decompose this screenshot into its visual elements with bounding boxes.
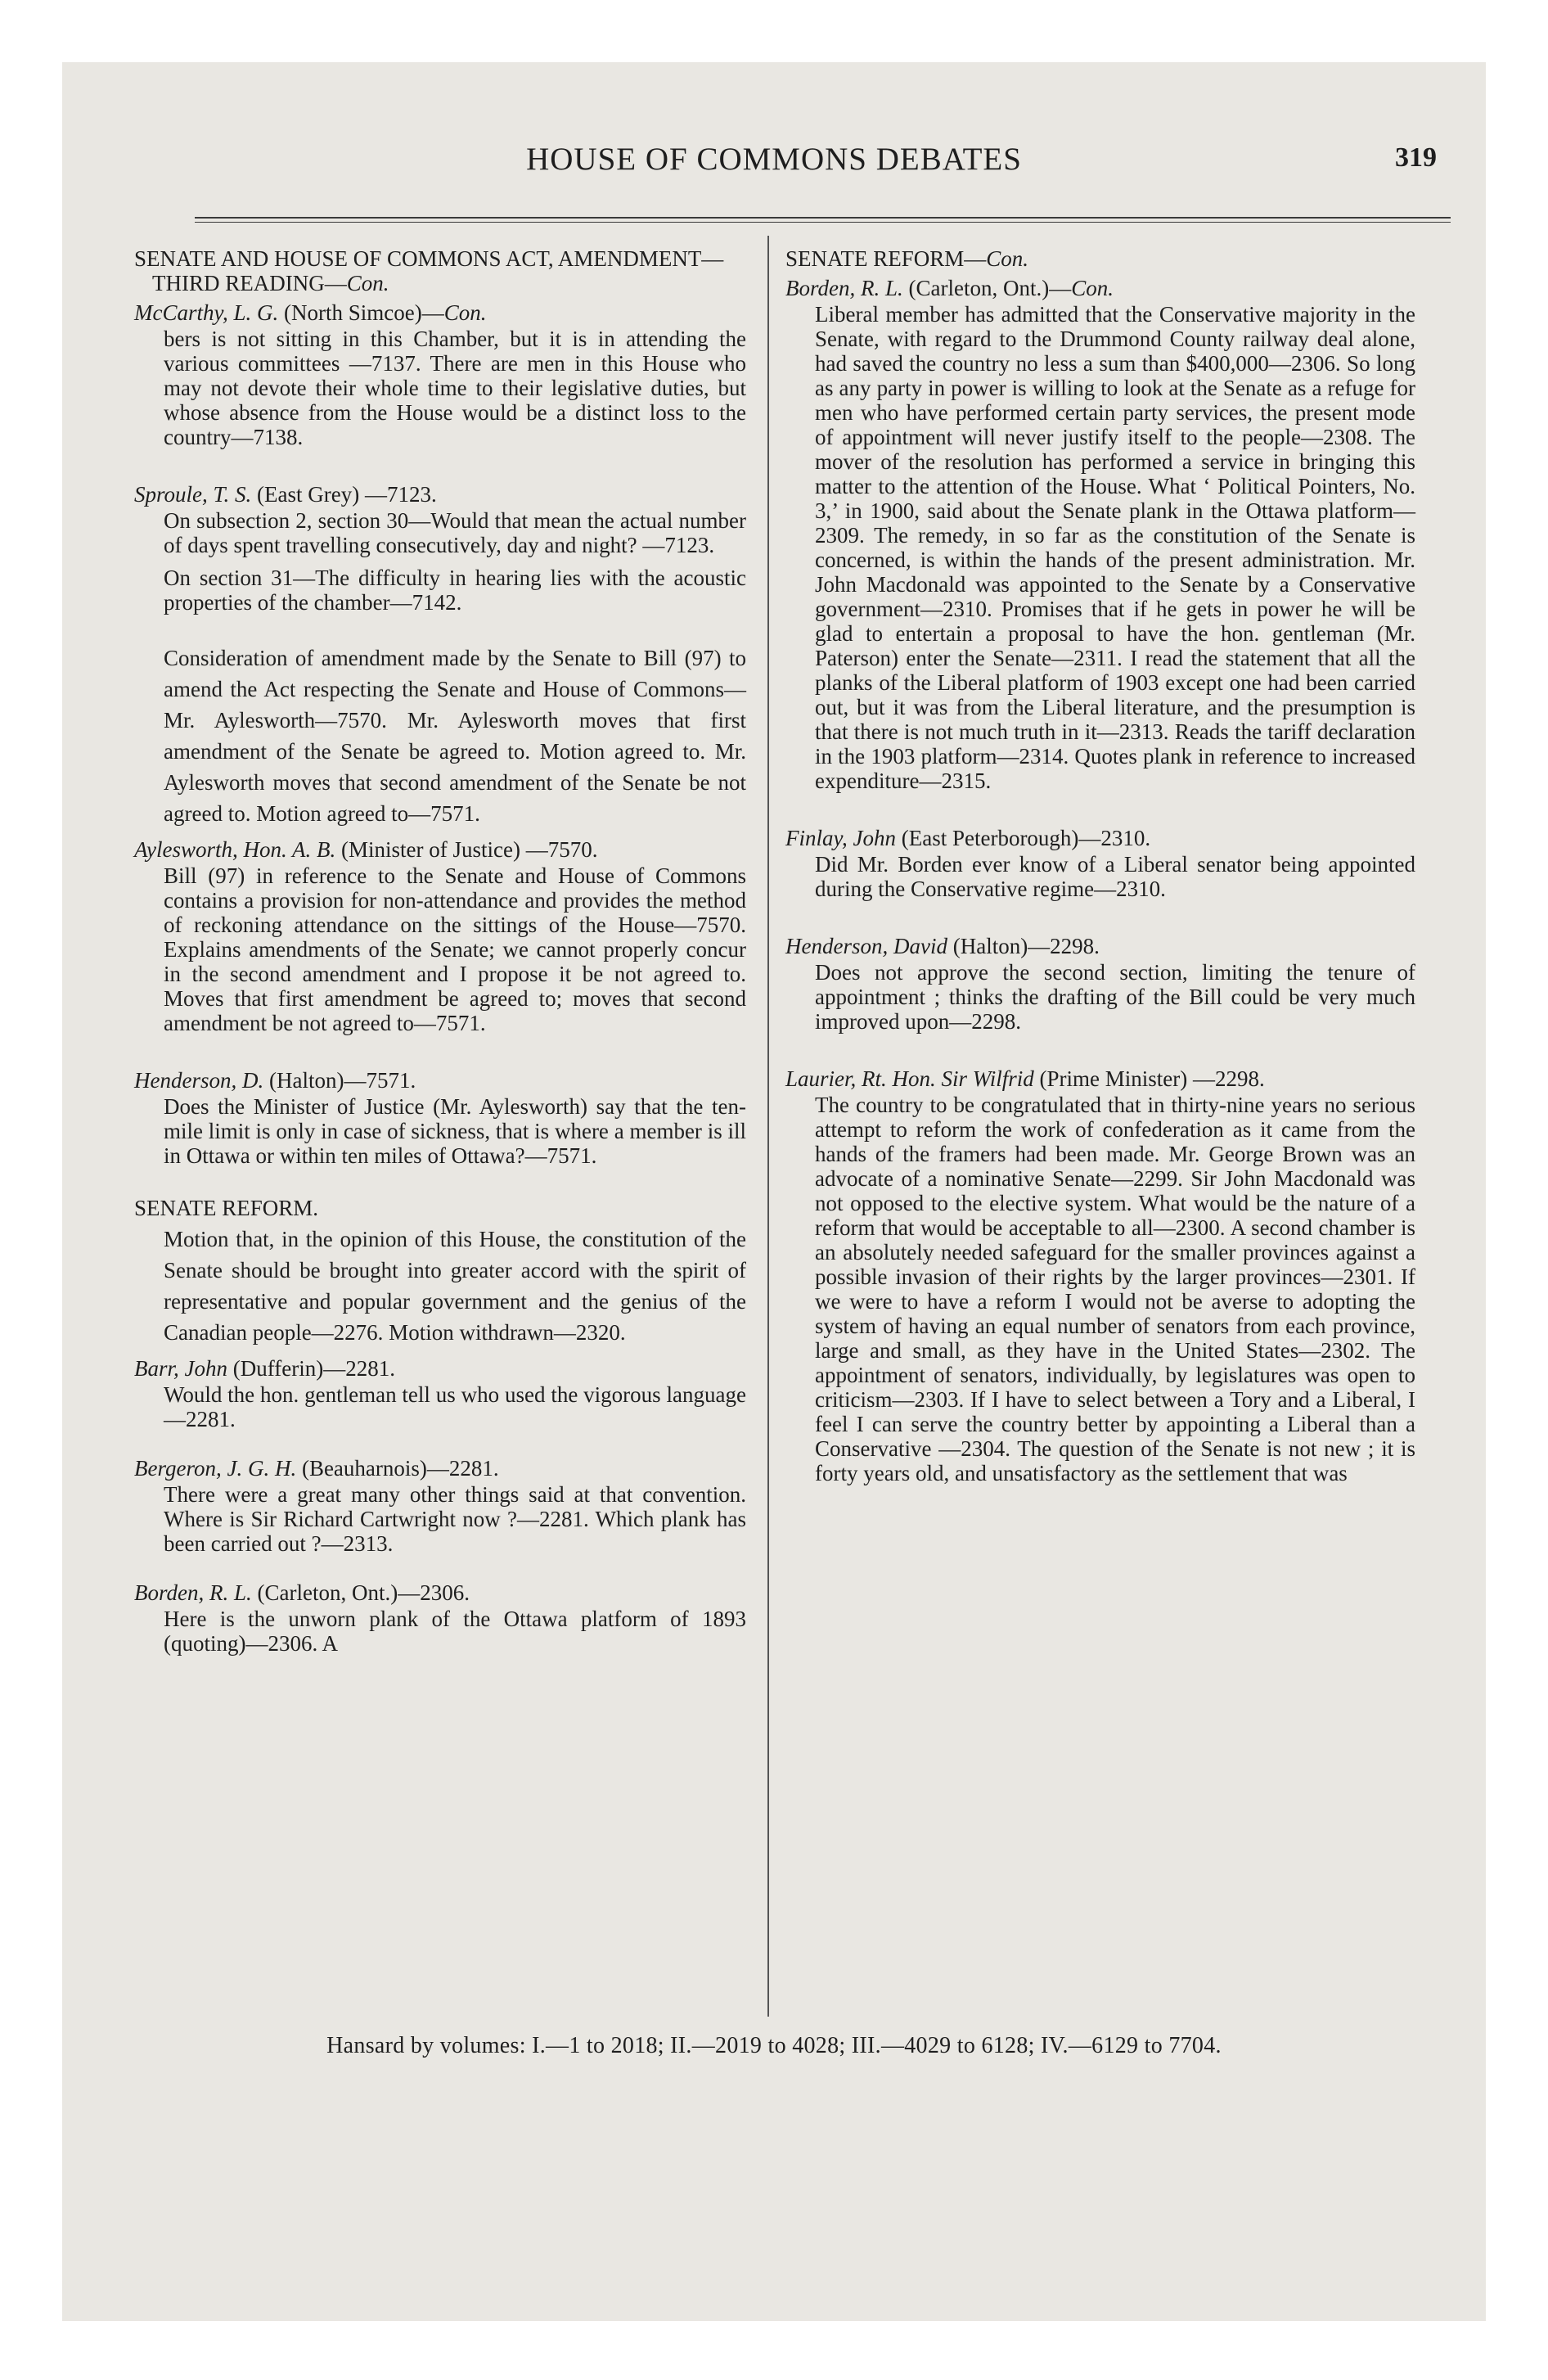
header-rule [195, 217, 1451, 219]
speaker-line [134, 300, 746, 325]
spacer [134, 458, 746, 477]
document-page [62, 62, 1486, 2321]
speaker-line [134, 1456, 746, 1481]
spacer [134, 1044, 746, 1063]
continued-marker: Con. [986, 246, 1029, 271]
speaker-name: Bergeron, J. G. H. [134, 1456, 297, 1481]
speech-paragraph: On section 31—The difficulty in hearing lies with the acoustic properties of the chamber—7142. [164, 566, 746, 615]
speaker-line [785, 934, 1415, 958]
spacer [134, 1564, 746, 1575]
speaker-info: (Carleton, Ont.)—2306. [257, 1580, 470, 1605]
continued-marker: Con. [346, 271, 389, 295]
speaker-name: Barr, John [134, 1356, 227, 1381]
speaker-info: (Halton)—2298. [952, 934, 1100, 958]
speaker-info: (Beauharnois)—2281. [301, 1456, 499, 1481]
speaker-info: (Prime Minister) —2298. [1039, 1066, 1265, 1091]
speech-paragraph: Did Mr. Borden ever know of a Liberal senator being appointed during the Conservative regime—2310. [815, 852, 1415, 901]
spacer [134, 1176, 746, 1196]
speech-paragraph: There were a great many other things said at that convention. Where is Sir Richard Cartwright now ?—2281. Which plank has been carried out ?—2313. [164, 1482, 746, 1556]
continued-marker: Con. [1071, 276, 1114, 300]
speaker-info: (East Peterborough)—2310. [901, 826, 1151, 850]
speaker-name: Borden, R. L. [134, 1580, 252, 1605]
spacer [785, 1042, 1415, 1062]
spacer [134, 623, 746, 642]
heading-text: SENATE AND HOUSE OF COMMONS ACT, AMENDMENT—THIRD READING— [134, 246, 724, 295]
speaker-info: (Dufferin)—2281. [232, 1356, 395, 1381]
header-rule-thin [195, 222, 1451, 223]
speech-paragraph: Would the hon. gentleman tell us who used the vigorous language—2281. [164, 1382, 746, 1431]
section-heading [134, 1196, 746, 1220]
speech-paragraph: Here is the unworn plank of the Ottawa platform of 1893 (quoting)—2306. A [164, 1607, 746, 1656]
speaker-info: (North Simcoe)— [284, 300, 444, 325]
speaker-name: Henderson, D. [134, 1068, 264, 1093]
speaker-name: Aylesworth, Hon. A. B. [134, 837, 336, 862]
speaker-name: Finlay, John [785, 826, 896, 850]
speaker-line [134, 1580, 746, 1605]
spacer [134, 1440, 746, 1451]
speaker-line [134, 1068, 746, 1093]
page-header [62, 141, 1486, 183]
spacer [785, 909, 1415, 929]
speaker-line [134, 1356, 746, 1381]
footer-volumes: Hansard by volumes: I.—1 to 2018; II.—2019 to 4028; III.—4029 to 6128; IV.—6129 to 7704. [326, 2033, 1222, 2058]
left-column [134, 246, 746, 1664]
speaker-line [134, 837, 746, 862]
continued-marker: Con. [443, 300, 487, 325]
speaker-line [785, 826, 1415, 850]
motion-paragraph: Consideration of amendment made by the Senate to Bill (97) to amend the Act respecting the Senate and House of Commons—Mr. Aylesworth—7570. Mr. Aylesworth moves that first amendment of the Senate be agreed to. Motion agreed to. Mr. Aylesworth moves that second amendment of the Senate be not agreed to. Motion agreed to—7571. [164, 646, 746, 826]
speech-paragraph: Bill (97) in reference to the Senate and House of Commons contains a provision for non-attendance and provides the method of reckoning attendance on the sittings of the House—7570. Explains amendments of the Senate; we cannot properly concur in the second amendment and I propose it be not agreed to. Moves that first amendment be agreed to; moves that second amendment be not agreed to—7571. [164, 863, 746, 1035]
speech-paragraph: Does the Minister of Justice (Mr. Aylesworth) say that the ten-mile limit is only in case of sickness, that is where a member is ill in Ottawa or within ten miles of Ottawa?—7571. [164, 1094, 746, 1168]
heading-text: SENATE REFORM. [134, 1196, 319, 1220]
spacer [785, 801, 1415, 821]
speaker-line [134, 482, 746, 507]
speech-paragraph: Does not approve the second section, limiting the tenure of appointment ; thinks the drafting of the Bill could be very much improved upon—2298. [815, 960, 1415, 1034]
speaker-name: Henderson, David [785, 934, 947, 958]
speech-paragraph: Liberal member has admitted that the Conservative majority in the Senate, with regard to the Drummond County railway deal alone, had saved the country no less a sum than $400,000—2306. So long as any party in power is willing to look at the Senate as a refuge for men who have performed certain party services, the present mode of appointment will never justify itself to the people—2308. The mover of the resolution has performed a service in bringing this matter to the attention of the House. What ‘ Political Pointers, No. 3,’ in 1900, said about the Senate plank in the Ottawa platform—2309. The remedy, in so far as the constitution of the Senate is concerned, is within the hands of the present administration. Mr. John Macdonald was appointed to the Senate by a Conservative government—2310. Promises that if he gets in power he will be glad to entertain a proposal to have the hon. gentleman (Mr. Paterson) enter the Senate—2311. I read the statement that all the planks of the Liberal platform of 1903 except one had been carried out, but it was from the Liberal literature, and the presumption is that there is not much truth in it—2313. Reads the tariff declaration in the 1903 platform—2314. Quotes plank in reference to increased expenditure—2315. [815, 302, 1415, 793]
motion-paragraph: Motion that, in the opinion of this House, the constitution of the Senate should be brought into greater accord with the spirit of representative and popular government and the genius of the Canadian people—2276. Motion withdrawn—2320. [164, 1227, 746, 1345]
speaker-name: Laurier, Rt. Hon. Sir Wilfrid [785, 1066, 1034, 1091]
speaker-info: (Halton)—7571. [268, 1068, 416, 1093]
speaker-info: (Minister of Justice) —7570. [341, 837, 598, 862]
speaker-info: (East Grey) —7123. [257, 482, 437, 507]
speaker-line [785, 1066, 1415, 1091]
page-title: HOUSE OF COMMONS DEBATES [526, 142, 1022, 177]
speech-paragraph: The country to be congratulated that in thirty-nine years no serious attempt to reform the work of confederation as it came from the hands of the framers had been made. Mr. George Brown was an advocate of a nominative Senate—2299. Sir John Macdonald was not opposed to the elective system. What would be the nature of a reform that would be acceptable to all—2300. A second chamber is an absolutely needed safeguard for the smaller provinces against a possible invasion of their rights by the larger provinces—2301. If we were to have a reform I would not be averse to adopting the system of having an equal number of senators from each province, large and small, as they have in the United States—2302. The appointment of senators, individually, by legislatures was open to criticism—2303. If I have to select between a Tory and a Liberal, I feel I can serve the country better by appointing a Liberal than a Conservative —2304. The question of the Senate is not new ; it is forty years old, and unsatisfactory as the settlement that was [815, 1093, 1415, 1485]
speaker-name: Sproule, T. S. [134, 482, 252, 507]
speaker-name: Borden, R. L. [785, 276, 903, 300]
speaker-name: McCarthy, L. G. [134, 300, 279, 325]
right-column [785, 246, 1415, 1494]
column-divider [767, 236, 769, 2017]
speech-paragraph: On subsection 2, section 30—Would that mean the actual number of days spent travelling consecutively, day and night? —7123. [164, 508, 746, 557]
heading-text: SENATE REFORM— [785, 246, 987, 271]
section-heading [785, 246, 1415, 271]
speaker-info: (Carleton, Ont.)— [908, 276, 1072, 300]
page-number: 319 [1395, 142, 1437, 173]
speech-paragraph: bers is not sitting in this Chamber, but it is in attending the various committees —7137. There are men in this House who may not devote their whole time to their legislative duties, but whose absence from the House would be a distinct loss to the country—7138. [164, 327, 746, 449]
speaker-line [785, 276, 1415, 300]
section-heading [134, 246, 746, 295]
